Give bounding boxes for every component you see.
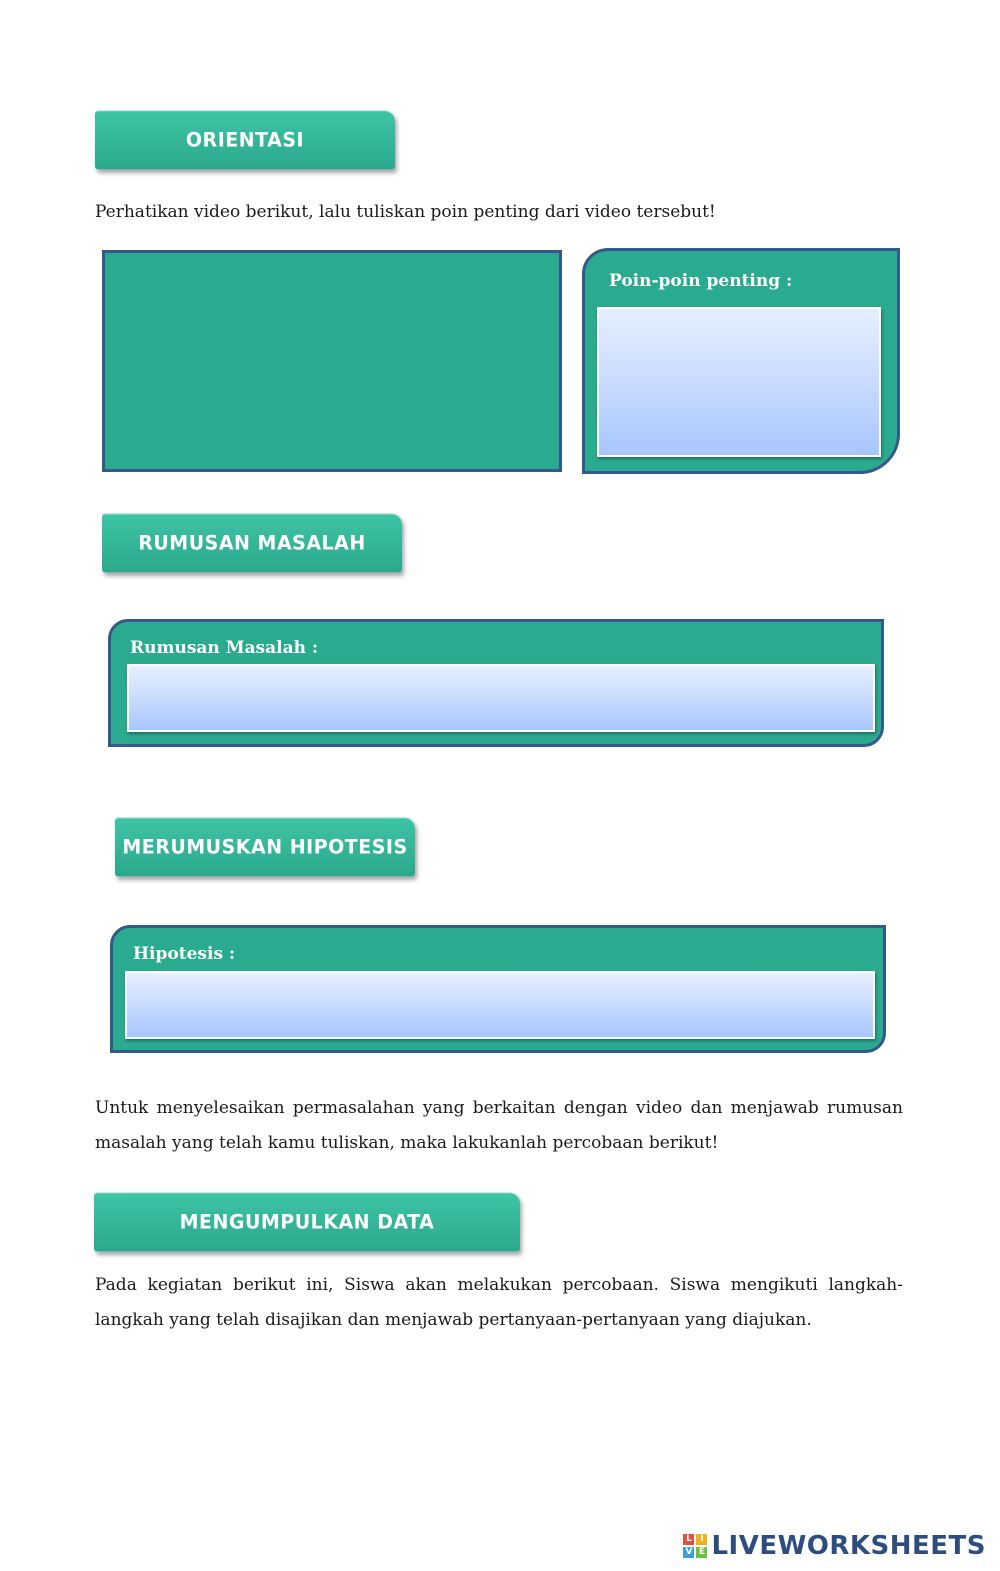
intro-paragraph: Perhatikan video berikut, lalu tuliskan poin penting dari video tersebut! [95,202,716,222]
section-label-mengumpulkan-text: MENGUMPULKAN DATA [179,1210,435,1234]
logo-letter-l: L [683,1534,694,1545]
section-label-orientasi [95,111,395,170]
rumusan-input[interactable] [127,664,875,732]
hipotesis-input[interactable] [125,971,875,1039]
section-label-mengumpulkan [94,1193,520,1252]
hipotesis-panel-title: Hipotesis : [133,944,236,964]
logo-letter-v: V [683,1547,694,1558]
logo-letter-e: E [696,1547,707,1558]
percobaan-paragraph: Untuk menyelesaikan permasalahan yang berkaitan dengan video dan menjawab rumusan masalah yang telah kamu tuliskan, maka lakukanlah percobaan berikut! [95,1098,903,1153]
liveworksheets-logo [683,1531,986,1561]
poin-input[interactable] [597,307,881,457]
kegiatan-paragraph: Pada kegiatan berikut ini, Siswa akan melakukan percobaan. Siswa mengikuti langkah-langkah yang telah disajikan dan menjawab pertanyaan-pertanyaan yang diajukan. [95,1275,903,1330]
liveworksheets-logo-icon [683,1534,707,1558]
poin-panel [582,248,900,474]
liveworksheets-brand-name: LIVEWORKSHEETS [711,1531,986,1561]
hipotesis-panel [110,925,886,1053]
section-label-rumusan [102,514,402,573]
video-player[interactable] [102,250,562,472]
section-label-orientasi-text: ORIENTASI [185,128,305,152]
rumusan-panel [108,619,884,747]
rumusan-panel-title: Rumusan Masalah : [130,638,319,658]
poin-panel-title: Poin-poin penting : [609,271,793,291]
section-label-rumusan-text: RUMUSAN MASALAH [138,531,366,555]
logo-letter-i: I [696,1534,707,1545]
section-label-hipotesis-text: MERUMUSKAN HIPOTESIS [122,835,408,859]
section-label-hipotesis [115,818,415,877]
